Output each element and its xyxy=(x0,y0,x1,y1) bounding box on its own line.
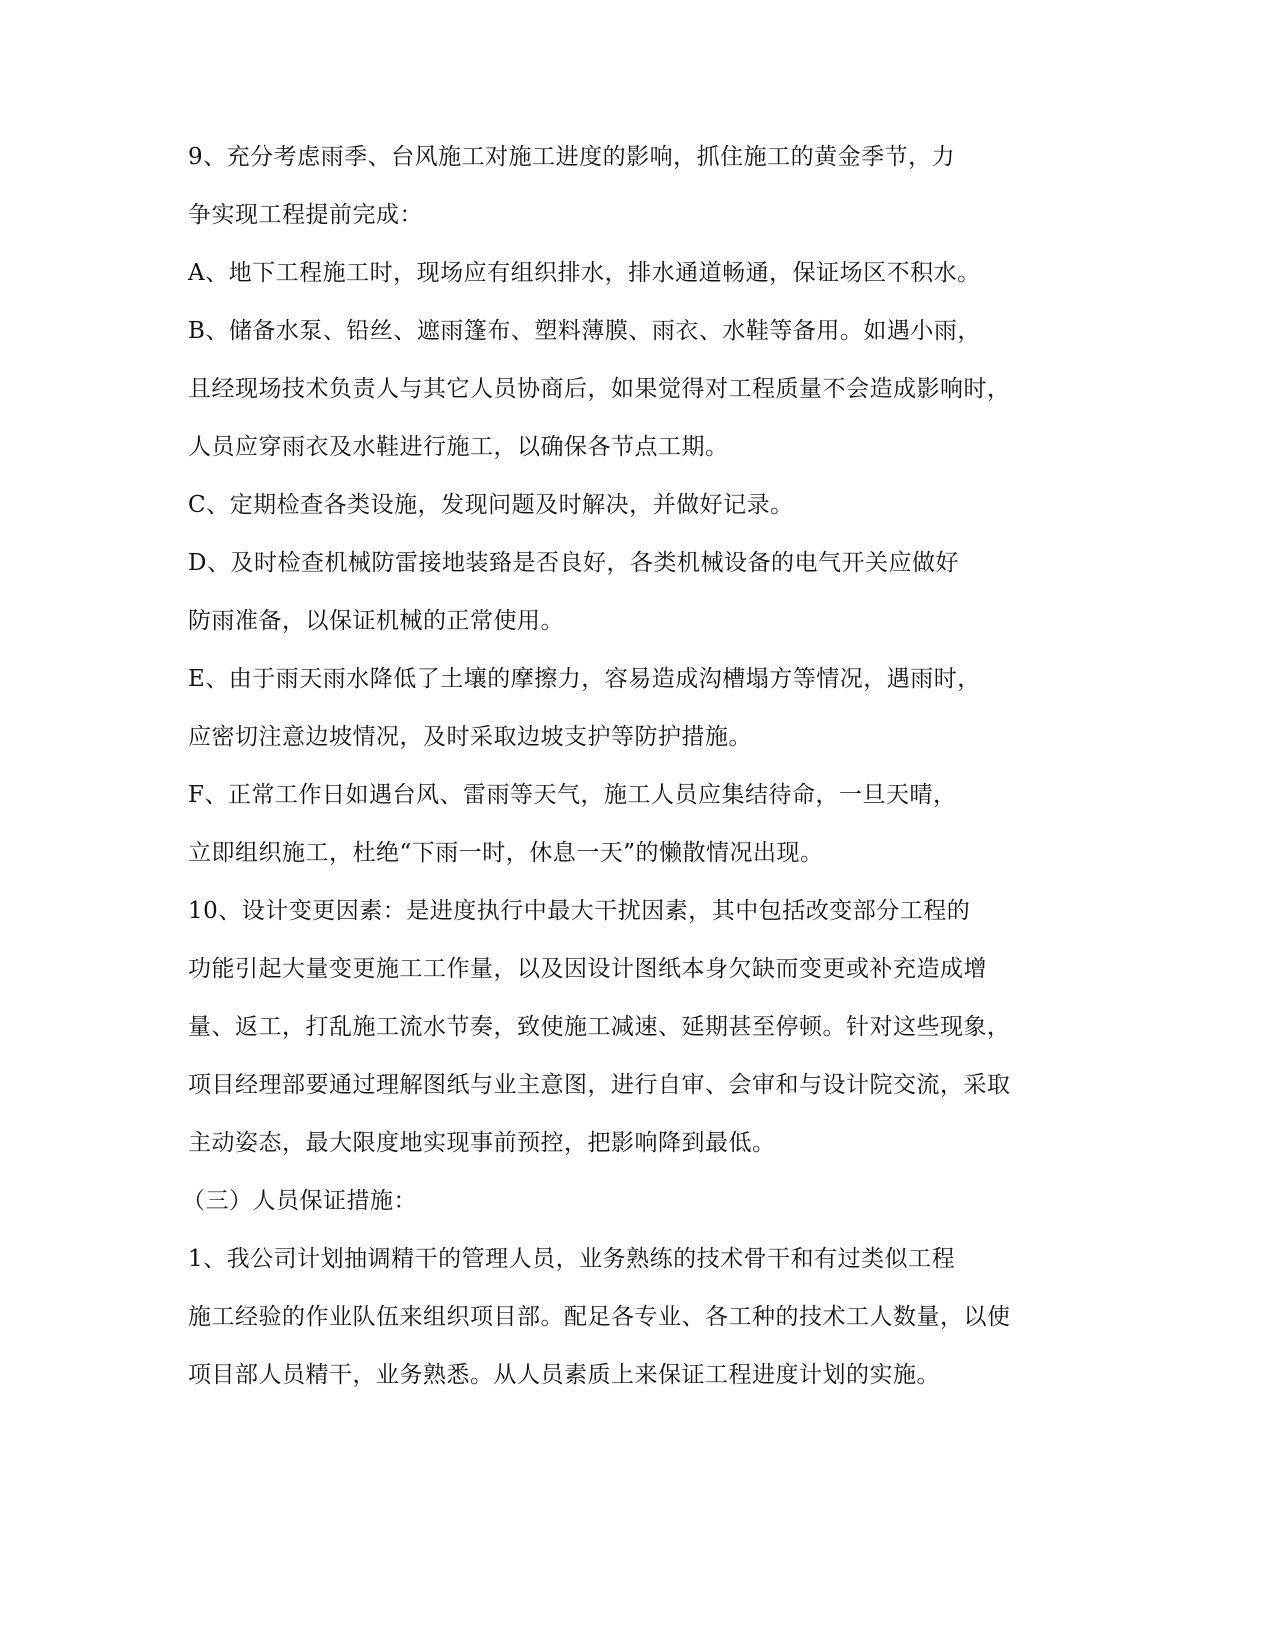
text-line: 10、设计变更因素：是进度执行中最大干扰因素，其中包括改变部分工程的 xyxy=(188,898,971,924)
text-line: 主动姿态，最大限度地实现事前预控，把影响降到最低。 xyxy=(188,1130,776,1156)
text-line: 9、充分考虑雨季、台风施工对施工进度的影响，抓住施工的黄金季节，力 xyxy=(188,144,956,170)
text-line: 且经现场技术负责人与其它人员协商后，如果觉得对工程质量不会造成影响时， xyxy=(188,376,1011,402)
text-line: 量、返工，打乱施工流水节奏，致使施工减速、延期甚至停顿。针对这些现象， xyxy=(188,1014,1011,1040)
section-heading: （三）人员保证措施： xyxy=(182,1188,417,1214)
text-line: 人员应穿雨衣及水鞋进行施工，以确保各节点工期。 xyxy=(188,434,729,460)
text-line: B、储备水泵、铅丝、遮雨篷布、塑料薄膜、雨衣、水鞋等备用。如遇小雨， xyxy=(188,318,981,344)
text-line: 应密切注意边坡情况，及时采取边坡支护等防护措施。 xyxy=(188,724,752,750)
text-line: 立即组织施工，杜绝“下雨一时，休息一天”的懒散情况出现。 xyxy=(188,840,824,866)
text-line: 争实现工程提前完成： xyxy=(188,202,423,228)
text-line: 项目部人员精干，业务熟悉。从人员素质上来保证工程进度计划的实施。 xyxy=(188,1362,940,1388)
text-line: 施工经验的作业队伍来组织项目部。配足各专业、各工种的技术工人数量，以使 xyxy=(188,1304,1011,1330)
text-line: A、地下工程施工时，现场应有组织排水，排水通道畅通，保证场区不积水。 xyxy=(188,260,981,286)
text-line: F、正常工作日如遇台风、雷雨等天气，施工人员应集结待命，一旦天晴， xyxy=(188,782,957,808)
text-line: C、定期检查各类设施，发现问题及时解决，并做好记录。 xyxy=(188,492,794,518)
text-line: 防雨准备，以保证机械的正常使用。 xyxy=(188,608,564,634)
text-line: 项目经理部要通过理解图纸与业主意图，进行自审、会审和与设计院交流，采取 xyxy=(188,1072,1011,1098)
text-line: E、由于雨天雨水降低了土壤的摩擦力，容易造成沟槽塌方等情况，遇雨时， xyxy=(188,666,981,692)
text-line: 1、我公司计划抽调精干的管理人员，业务熟练的技术骨干和有过类似工程 xyxy=(188,1246,956,1272)
text-line: D、及时检查机械防雷接地装臵是否良好，各类机械设备的电气开关应做好 xyxy=(188,550,959,576)
text-line: 功能引起大量变更施工工作量，以及因设计图纸本身欠缺而变更或补充造成增 xyxy=(188,956,987,982)
